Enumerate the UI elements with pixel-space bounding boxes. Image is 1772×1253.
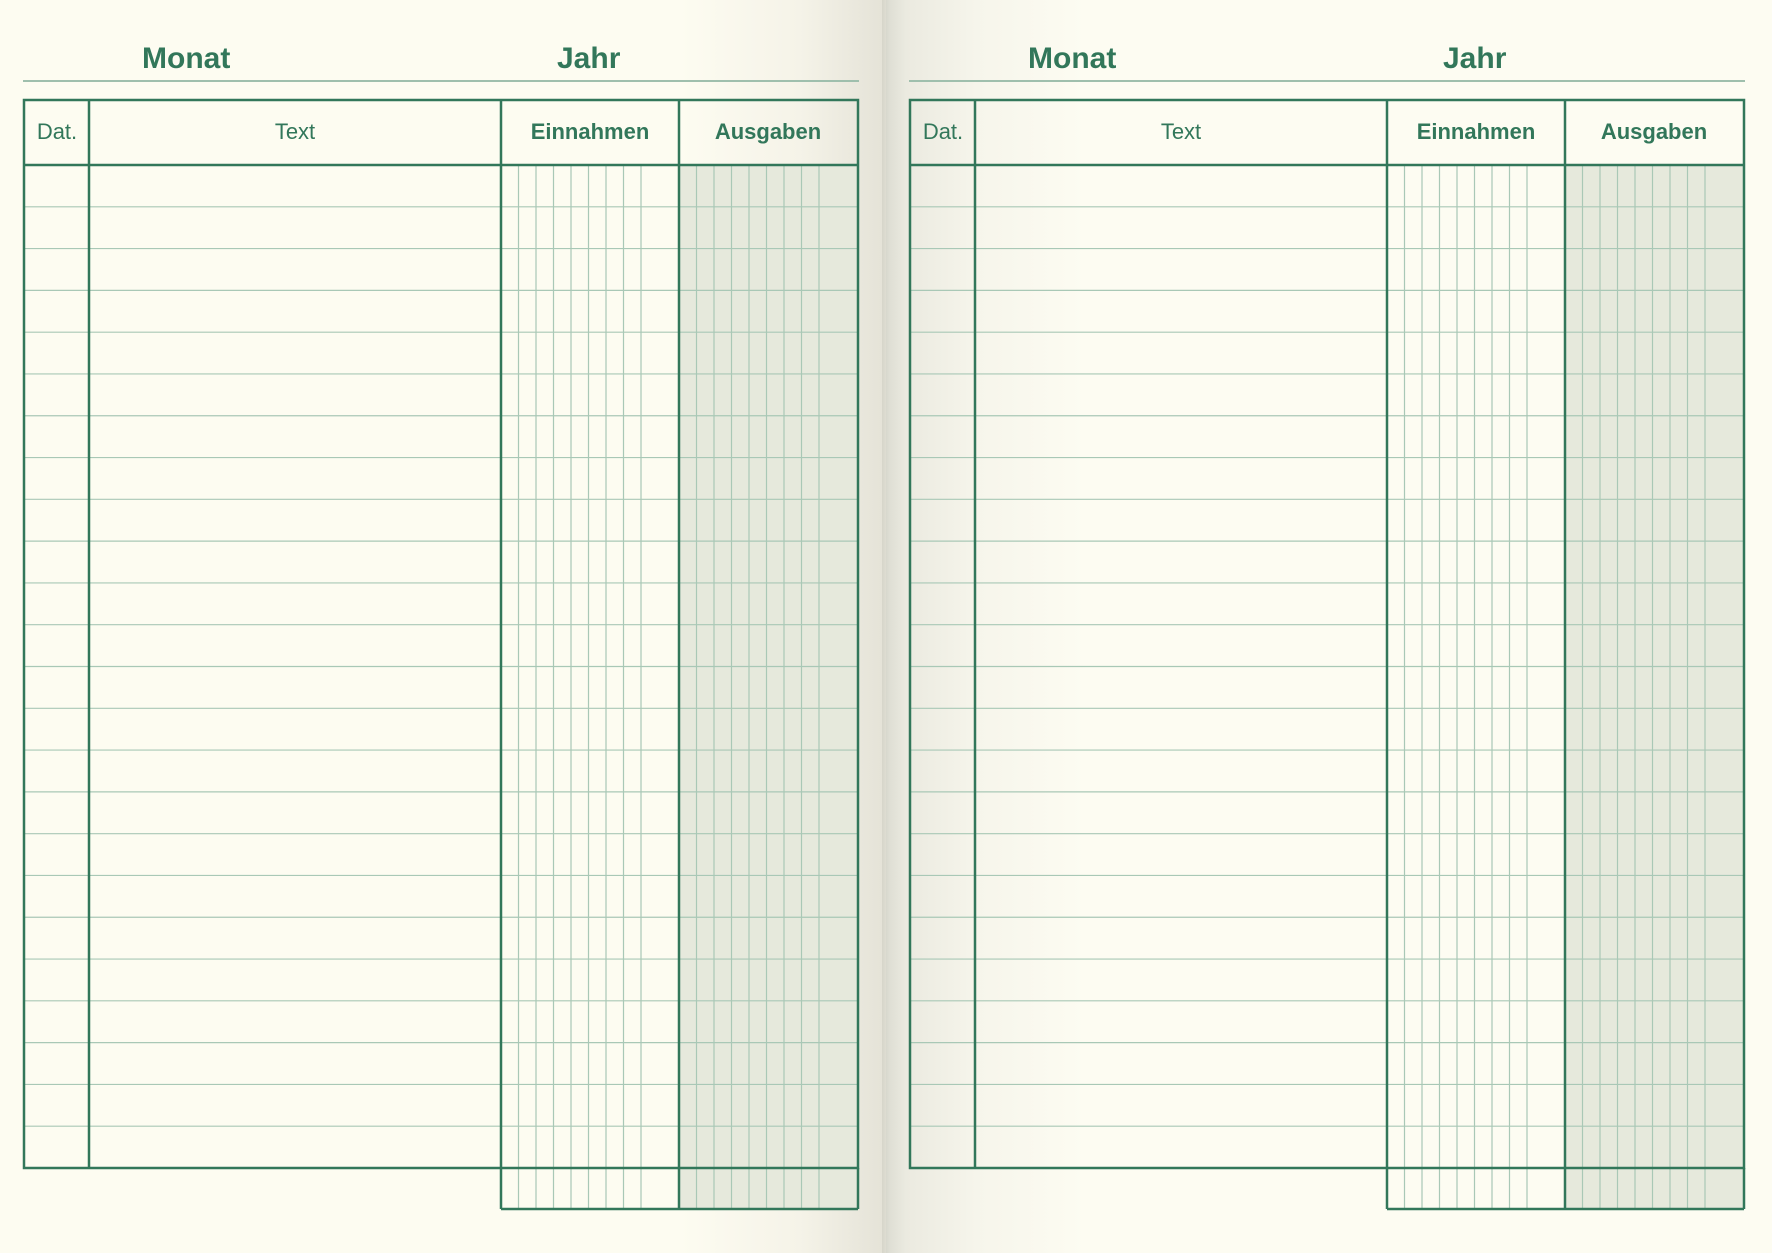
column-header-text: Text [274,119,316,144]
column-header-expenses: Ausgaben [714,119,822,144]
column-header-date: Dat. [922,119,964,144]
ledger-page-right [886,0,1772,1253]
ledger-grid [886,0,1772,1253]
column-header-date: Dat. [36,119,78,144]
month-label: Monat [142,42,231,75]
book-fold [882,0,890,1253]
column-header-income: Einnahmen [530,119,650,144]
expenses-shade [679,165,858,1209]
year-label: Jahr [1443,42,1507,75]
column-header-text: Text [1160,119,1202,144]
column-header-expenses: Ausgaben [1600,119,1708,144]
column-header-income: Einnahmen [1416,119,1536,144]
expenses-shade [1565,165,1744,1209]
year-label: Jahr [557,42,621,75]
month-label: Monat [1028,42,1117,75]
